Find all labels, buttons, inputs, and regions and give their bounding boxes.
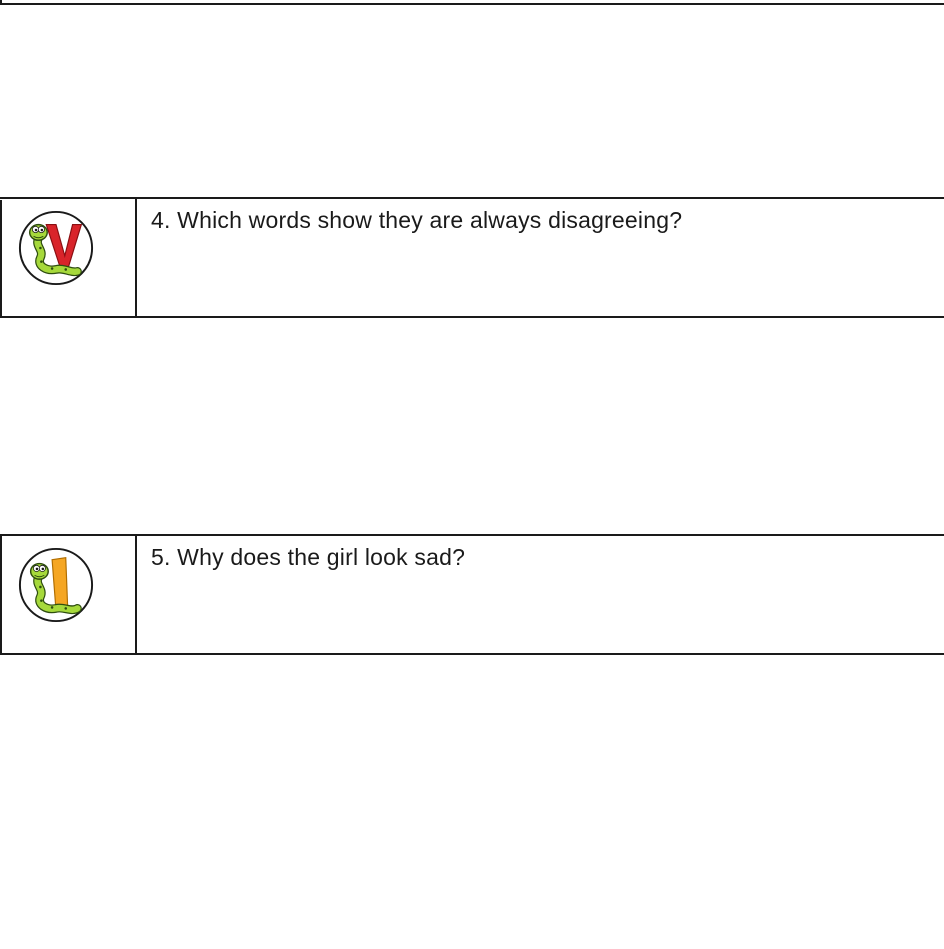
- question-4-text: 4. Which words show they are always disagreeing?: [151, 207, 683, 233]
- question-row-5: [0, 534, 944, 655]
- snake-letter-i-icon: [17, 546, 95, 624]
- answer-area-5[interactable]: [0, 653, 944, 949]
- answer-area-1[interactable]: [0, 3, 944, 200]
- snake-letter-v-icon: [17, 209, 95, 287]
- question-icon-cell: [0, 199, 137, 318]
- question-text-cell: [139, 536, 944, 655]
- question-5-text: 5. Why does the girl look sad?: [151, 544, 466, 570]
- question-text-cell: [139, 199, 944, 318]
- answer-area-4[interactable]: [0, 316, 944, 536]
- question-row-4: [0, 197, 944, 318]
- question-icon-cell: [0, 536, 137, 655]
